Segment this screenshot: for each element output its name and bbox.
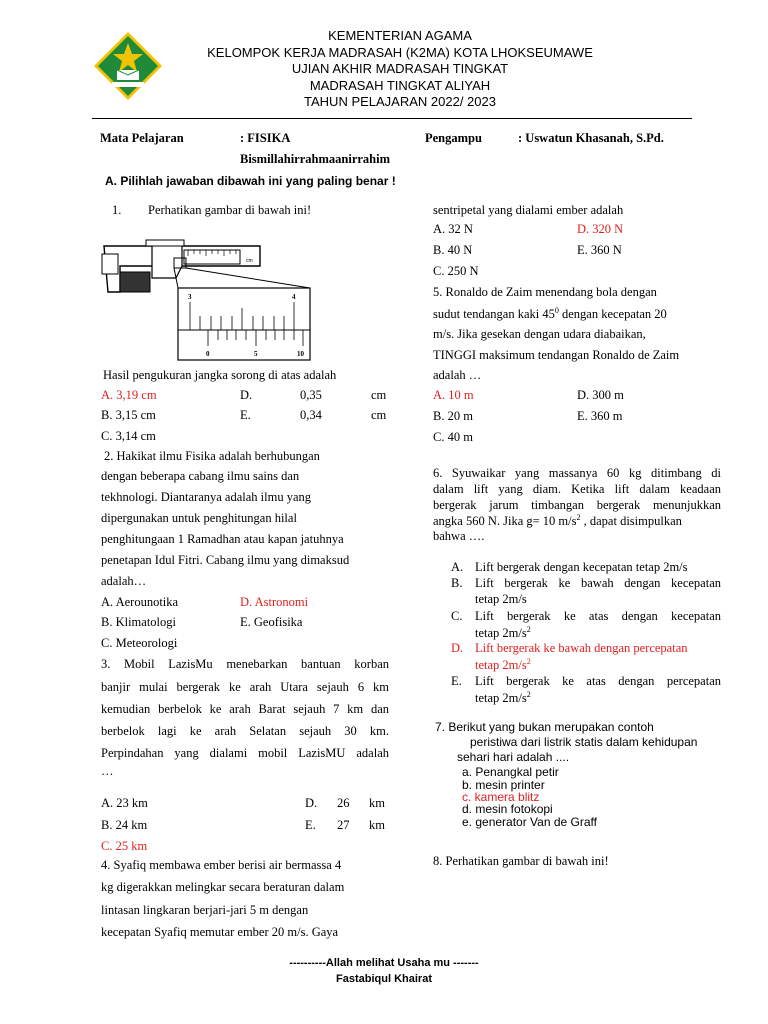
q1-option-e-label: E. <box>240 408 251 422</box>
q5-line: m/s. Jika gesekan dengan udara diabaikan, <box>433 327 646 341</box>
q3-option-e-value: 27 <box>337 818 350 832</box>
q6-line-4b: , dapat disimpulkan <box>580 514 682 529</box>
q2-option-e: E. Geofisika <box>240 615 303 629</box>
q3-line: Perpindahan yang dialami mobil LazisMU adalah <box>101 746 389 760</box>
header-line-2: KELOMPOK KERJA MADRASAH (K2MA) KOTA LHOKSEUMAWE <box>207 45 593 60</box>
q5-line: adalah … <box>433 368 482 382</box>
footer-line-1: ----------Allah melihat Usaha mu ------- <box>289 957 479 969</box>
q4-option-e: E. 360 N <box>577 243 622 257</box>
q1-option-a: A. 3,19 cm <box>101 388 157 402</box>
q2-option-a: A. Aerounotika <box>101 595 179 609</box>
q6-option-b-cont: tetap 2m/s <box>475 592 527 606</box>
q5-line-2a: sudut tendangan kaki 45 <box>433 307 555 322</box>
basmalah: Bismillahirrahmaanirrahim <box>240 152 390 166</box>
q6-option-d: Lift bergerak ke bawah dengan percepatan <box>475 641 688 655</box>
header-line-4: MADRASAH TINGKAT ALIYAH <box>309 78 491 93</box>
q4-line: kecepatan Syafiq memutar ember 20 m/s. Gaya <box>101 925 339 939</box>
q3-option-e-label: E. <box>305 818 316 832</box>
q4-line: kg digerakkan melingkar secara beraturan dalam <box>101 880 345 894</box>
q3-option-e-unit: km <box>369 818 385 832</box>
q5-option-a: A. 10 m <box>433 388 474 402</box>
vernier-scale-10: 10 <box>297 350 304 358</box>
q5-line-2 <box>433 306 667 322</box>
q7-option-a: a. Penangkal petir <box>462 765 559 779</box>
main-scale-4: 4 <box>292 293 296 301</box>
q3-option-c: C. 25 km <box>101 839 148 853</box>
q3-line: … <box>101 764 114 778</box>
q7-option-b: b. mesin printer <box>462 778 545 792</box>
q7-option-c: c. kamera blitz <box>462 790 540 804</box>
scale-cm-label: cm <box>246 258 253 264</box>
q5-line-2b: dengan kecepatan 20 <box>558 307 667 322</box>
vernier-scale-5: 5 <box>254 350 258 358</box>
q6-line: bergerak jarum timbangan bergerak menunjukkan <box>433 498 721 512</box>
q4-option-a: A. 32 N <box>433 222 473 236</box>
q3-option-b: B. 24 km <box>101 818 148 832</box>
q1-option-d-unit: cm <box>371 388 387 402</box>
vernier-caliper-figure <box>100 232 330 367</box>
q2-line: dengan beberapa cabang ilmu sains dan <box>101 469 300 483</box>
ministry-logo <box>92 30 164 102</box>
subject-label: Mata Pelajaran <box>100 131 184 145</box>
q6-option-a-label: A. <box>451 560 464 574</box>
q2-line: dipergunakan untuk penghitungan hilal <box>101 511 297 525</box>
q2-line: 2. Hakikat ilmu Fisika adalah berhubungan <box>104 449 320 463</box>
vernier-scale-0: 0 <box>206 350 210 358</box>
header-line-1: KEMENTERIAN AGAMA <box>328 28 472 43</box>
q5-line: 5. Ronaldo de Zaim menendang bola dengan <box>433 285 657 299</box>
q6-option-b-label: B. <box>451 576 463 590</box>
q7-line: 7. Berikut yang bukan merupakan contoh <box>435 720 654 734</box>
q6-option-e-cont-text: tetap 2m/s <box>475 691 527 706</box>
q4-option-d-text: D. 320 N <box>577 222 624 236</box>
q6-option-d-sup: 2 <box>526 657 531 666</box>
q5-option-e: E. 360 m <box>577 409 623 423</box>
q6-option-e-sup: 2 <box>526 690 531 699</box>
q6-option-c: Lift bergerak ke atas dengan kecepatan <box>475 609 721 623</box>
q3-line: kemudian berbelok ke arah Barat sejauh 7 km dan <box>101 702 389 716</box>
q6-option-e: Lift bergerak ke atas dengan percepatan <box>475 674 721 688</box>
q6-option-b: Lift bergerak ke bawah dengan kecepatan <box>475 576 721 590</box>
subject-value: : FISIKA <box>240 131 291 145</box>
q5-degree: 0 <box>554 306 559 315</box>
header-line-5: TAHUN PELAJARAN 2022/ 2023 <box>304 94 496 109</box>
q5-option-c: C. 40 m <box>433 430 473 444</box>
q2-option-c: C. Meteorologi <box>101 636 178 650</box>
header-line-3: UJIAN AKHIR MADRASAH TINGKAT <box>291 61 509 76</box>
q6-line: 6. Syuwaikar yang massanya 60 kg ditimbang di <box>433 466 721 480</box>
section-a-instruction: A. Pilihlah jawaban dibawah ini yang paling benar ! <box>105 174 396 188</box>
q2-option-b: B. Klimatologi <box>101 615 176 629</box>
q2-line: penetapan Idul Fitri. Cabang ilmu yang dimaksud <box>101 553 350 567</box>
header-divider <box>92 118 692 119</box>
q4-option-d <box>577 222 623 237</box>
q7-option-d: d. mesin fotokopi <box>462 802 553 816</box>
q7-option-e: e. generator Van de Graff <box>462 815 597 829</box>
q6-option-e-label: E. <box>451 674 462 688</box>
teacher-value: : Uswatun Khasanah, S.Pd. <box>518 131 664 145</box>
main-scale-3: 3 <box>188 293 192 301</box>
q6-line: bahwa …. <box>433 529 485 543</box>
q3-line: banjir mulai bergerak ke arah Utara sejauh 6 km <box>101 680 389 694</box>
q2-line: penghitungaan 1 Ramadhan atau kapan jatuhnya <box>101 532 344 546</box>
q6-line-4a: angka 560 N. Jika g= 10 m/s <box>433 514 577 529</box>
q4-line: lintasan lingkaran berjari-jari 5 m dengan <box>101 903 309 917</box>
q6-option-c-sup: 2 <box>526 625 531 634</box>
q1-option-b: B. 3,15 cm <box>101 408 156 422</box>
q7-line: sehari hari adalah .... <box>457 750 570 764</box>
teacher-label: Pengampu <box>425 131 482 145</box>
q4-option-c: C. 250 N <box>433 264 479 278</box>
q7-line: peristiwa dari listrik statis dalam kehidupan <box>470 735 698 749</box>
q6-option-e-cont <box>475 690 531 706</box>
q6-option-c-cont-text: tetap 2m/s <box>475 626 527 641</box>
q1-option-e-value: 0,34 <box>300 408 322 422</box>
q1-option-d-value: 0,35 <box>300 388 322 402</box>
q3-option-d-label: D. <box>305 796 318 810</box>
q6-option-d-cont <box>475 657 531 673</box>
q1-text: Perhatikan gambar di bawah ini! <box>148 203 312 217</box>
q3-option-d-unit: km <box>369 796 385 810</box>
q4-line: 4. Syafiq membawa ember berisi air bermassa 4 <box>101 858 342 872</box>
q3-option-d-value: 26 <box>337 796 350 810</box>
q5-option-b: B. 20 m <box>433 409 473 423</box>
q1-option-e-unit: cm <box>371 408 387 422</box>
footer-line-2: Fastabiqul Khairat <box>336 973 432 985</box>
q1-option-c: C. 3,14 cm <box>101 429 156 443</box>
q6-option-d-label: D. <box>451 641 464 655</box>
q6-superscript: 2 <box>576 513 581 522</box>
q3-line: 3. Mobil LazisMu menebarkan bantuan korban <box>101 657 389 671</box>
q6-option-c-cont <box>475 625 531 641</box>
q3-option-a: A. 23 km <box>101 796 148 810</box>
q5-line: TINGGI maksimum tendangan Ronaldo de Zaim <box>433 348 680 362</box>
q2-line: adalah… <box>101 574 147 588</box>
q3-line: berbelok lagi ke arah Selatan sejauh 30 km. <box>101 724 389 738</box>
q4-line: sentripetal yang dialami ember adalah <box>433 203 624 217</box>
q5-option-d: D. 300 m <box>577 388 624 402</box>
q6-option-d-cont-text: tetap 2m/s <box>475 658 527 673</box>
q2-option-d: D. Astronomi <box>240 595 309 609</box>
q2-line: tekhnologi. Diantaranya adalah ilmu yang <box>101 490 312 504</box>
q1-stem: Hasil pengukuran jangka sorong di atas adalah <box>103 368 337 382</box>
q1-option-d-label: D. <box>240 388 253 402</box>
q1-number: 1. <box>112 203 122 217</box>
q8-text: 8. Perhatikan gambar di bawah ini! <box>433 854 609 868</box>
q6-option-a: Lift bergerak dengan kecepatan tetap 2m/s <box>475 560 688 574</box>
q6-line: dalam lift yang diam. Ketika lift dalam keadaan <box>433 482 721 496</box>
q6-line-4 <box>433 513 682 529</box>
q6-option-c-label: C. <box>451 609 463 623</box>
q4-option-b: B. 40 N <box>433 243 473 257</box>
